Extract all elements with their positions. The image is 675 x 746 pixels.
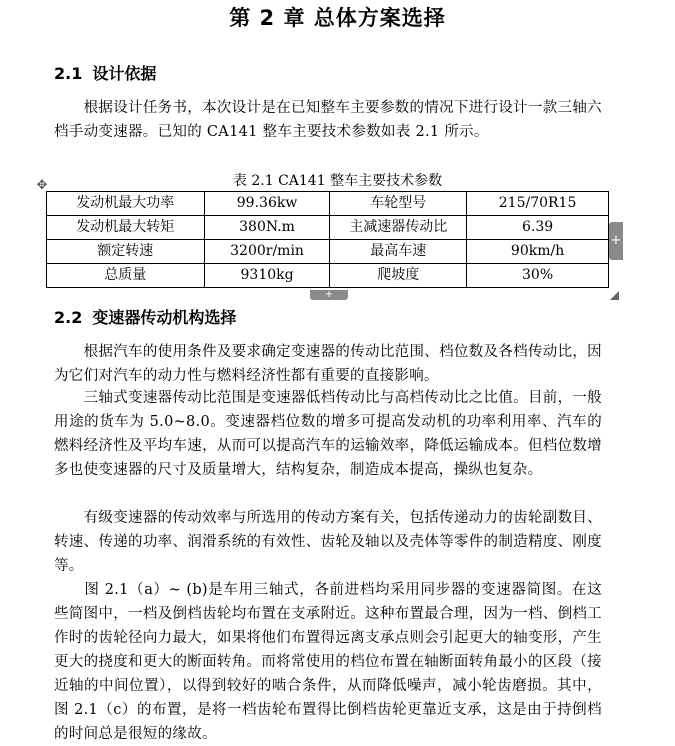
section-heading-2-1 — [54, 61, 156, 84]
section-title: 变速器传动机构选择 — [92, 308, 237, 327]
table-resize-handle-icon[interactable] — [610, 291, 619, 300]
table-row — [47, 264, 609, 288]
table-row — [47, 216, 609, 240]
table-move-handle-icon[interactable]: ✥ — [36, 178, 48, 193]
table-cell[interactable]: 主减速器传动比 — [330, 216, 467, 240]
body-paragraph: 根据汽车的使用条件及要求确定变速器的传动比范围、档位数及各档传动比，因为它们对汽车的动力性与燃料经济性都有重要的直接影响。 — [54, 344, 602, 384]
add-row-button[interactable]: + — [310, 290, 348, 300]
table-cell[interactable]: 380N.m — [204, 216, 330, 240]
section-heading-2-2 — [54, 305, 236, 328]
table-cell[interactable]: 99.36kw — [204, 192, 330, 216]
table-cell[interactable]: 爬坡度 — [330, 264, 467, 288]
table-row — [47, 192, 609, 216]
table-row — [47, 240, 609, 264]
body-paragraph: 有级变速器的传动效率与所选用的传动方案有关，包括传递动力的齿轮副数目、转速、传递的功率、润滑系统的有效性、齿轮及轴以及壳体等零件的制造精度、刚度等。 — [54, 510, 602, 574]
table-cell[interactable]: 90km/h — [467, 240, 609, 264]
table-cell[interactable]: 总质量 — [47, 264, 205, 288]
table-cell[interactable]: 6.39 — [467, 216, 609, 240]
table-caption: 表 2.1 CA141 整车主要技术参数 — [232, 173, 443, 189]
table-cell[interactable]: 3200r/min — [204, 240, 330, 264]
table-cell[interactable]: 发动机最大功率 — [47, 192, 205, 216]
body-paragraph: 三轴式变速器传动比范围是变速器低档传动比与高档传动比之比值。目前，一般用途的货车为 5.0~8.0。变速器档位数的增多可提高发动机的功率利用率、汽车的燃料经济性及平均车速，从而可以提高汽车的运输效率，降低运输成本。但档位数增多也使变速器的尺寸及质量增大，结构复杂，制造成本提高，操纵也复杂。 — [54, 390, 602, 478]
chapter-title: 第 2 章 总体方案选择 — [229, 6, 446, 30]
table-cell[interactable]: 9310kg — [204, 264, 330, 288]
section-number: 2.1 — [54, 64, 83, 83]
table-cell[interactable]: 发动机最大转矩 — [47, 216, 205, 240]
section-number: 2.2 — [54, 308, 83, 327]
table-cell[interactable]: 30% — [467, 264, 609, 288]
intro-paragraph: 根据设计任务书，本次设计是在已知整车主要参数的情况下进行设计一款三轴六档手动变速器。已知的 CA141 整车主要技术参数如表 2.1 所示。 — [54, 100, 602, 140]
section-title: 设计依据 — [92, 64, 157, 83]
table-cell[interactable]: 车轮型号 — [330, 192, 467, 216]
add-column-button[interactable]: + — [609, 222, 623, 260]
table-cell[interactable]: 最高车速 — [330, 240, 467, 264]
table-cell[interactable]: 215/70R15 — [467, 192, 609, 216]
body-paragraph: 图 2.1（a）~ (b)是车用三轴式，各前进档均采用同步器的变速器简图。在这些简图中，一档及倒档齿轮均布置在支承附近。这种布置最合理，因为一档、倒档工作时的齿轮径向力最大，如果将他们布置得远离支承点则会引起更大的轴变形，产生更大的挠度和更大的断面转角。而将常使用的档位布置在轴断面转角最小的区段（接近轴的中间位置），以得到较好的啮合条件，从而降低噪声，减小轮齿磨损。其中，图 2.1（c）的布置，是将一档齿轮布置得比倒档齿轮更靠近支承，这是由于持倒档的时间总是很短的缘故。 — [54, 582, 602, 742]
table-cell[interactable]: 额定转速 — [47, 240, 205, 264]
parameters-table — [46, 191, 609, 288]
